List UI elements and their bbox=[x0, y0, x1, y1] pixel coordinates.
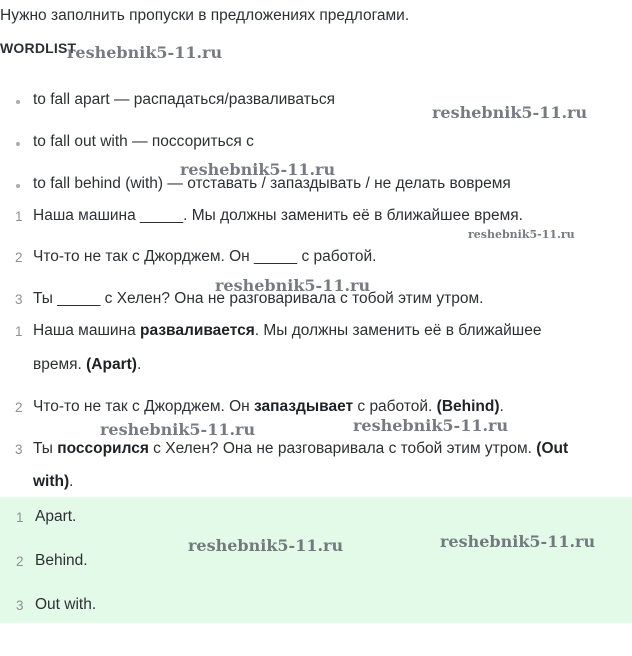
filled-sentence-continuation: время. (Apart). bbox=[33, 356, 142, 373]
answer: Apart. bbox=[35, 508, 77, 525]
exercise-sentence: Наша машина _____. Мы должны заменить её в ближайшее время. bbox=[33, 207, 523, 224]
bullet-icon bbox=[16, 142, 20, 146]
item-number: 1 bbox=[15, 209, 23, 224]
watermark: reshebnik5-11.ru bbox=[215, 276, 371, 295]
watermark: reshebnik5-11.ru bbox=[100, 420, 256, 439]
watermark: reshebnik5-11.ru bbox=[353, 416, 509, 435]
wordlist-title: WORDLIST bbox=[0, 40, 77, 56]
wordlist-item: to fall apart — распадаться/разваливаться bbox=[33, 91, 335, 108]
watermark: reshebnik5-11.ru bbox=[67, 43, 223, 62]
answer: Behind. bbox=[35, 552, 88, 569]
item-number: 2 bbox=[15, 250, 23, 265]
watermark: reshebnik5-11.ru bbox=[432, 103, 588, 122]
wordlist-item: to fall behind (with) — отставать / запаздывать / не делать вовремя bbox=[33, 175, 511, 192]
item-number: 2 bbox=[15, 400, 23, 415]
item-number: 3 bbox=[16, 598, 24, 613]
exercise-sentence: Ты _____ с Хелен? Она не разговаривала с тобой этим утром. bbox=[33, 290, 484, 307]
exercise-sentence: Что-то не так с Джорджем. Он _____ с работой. bbox=[33, 248, 377, 265]
filled-sentence: Что-то не так с Джорджем. Он запаздывает с работой. (Behind). bbox=[33, 398, 504, 415]
watermark: reshebnik5-11.ru bbox=[180, 160, 336, 179]
item-number: 3 bbox=[15, 292, 23, 307]
answer: Out with. bbox=[35, 596, 97, 613]
item-number: 2 bbox=[16, 554, 24, 569]
item-number: 1 bbox=[16, 510, 24, 525]
item-number: 3 bbox=[15, 442, 23, 457]
filled-sentence-continuation: with). bbox=[33, 473, 74, 490]
watermark: reshebnik5-11.ru bbox=[440, 532, 596, 551]
bullet-icon bbox=[16, 100, 20, 104]
watermark: reshebnik5-11.ru bbox=[468, 228, 575, 241]
task-instruction: Нужно заполнить пропуски в предложениях предлогами. bbox=[0, 7, 410, 24]
bullet-icon bbox=[16, 184, 20, 188]
item-number: 1 bbox=[15, 324, 23, 339]
filled-sentence: Ты поссорился с Хелен? Она не разговаривала с тобой этим утром. (Out bbox=[33, 440, 569, 457]
watermark: reshebnik5-11.ru bbox=[188, 536, 344, 555]
wordlist-item: to fall out with — поссориться с bbox=[33, 133, 254, 150]
filled-sentence: Наша машина разваливается. Мы должны заменить её в ближайшее bbox=[33, 322, 542, 339]
